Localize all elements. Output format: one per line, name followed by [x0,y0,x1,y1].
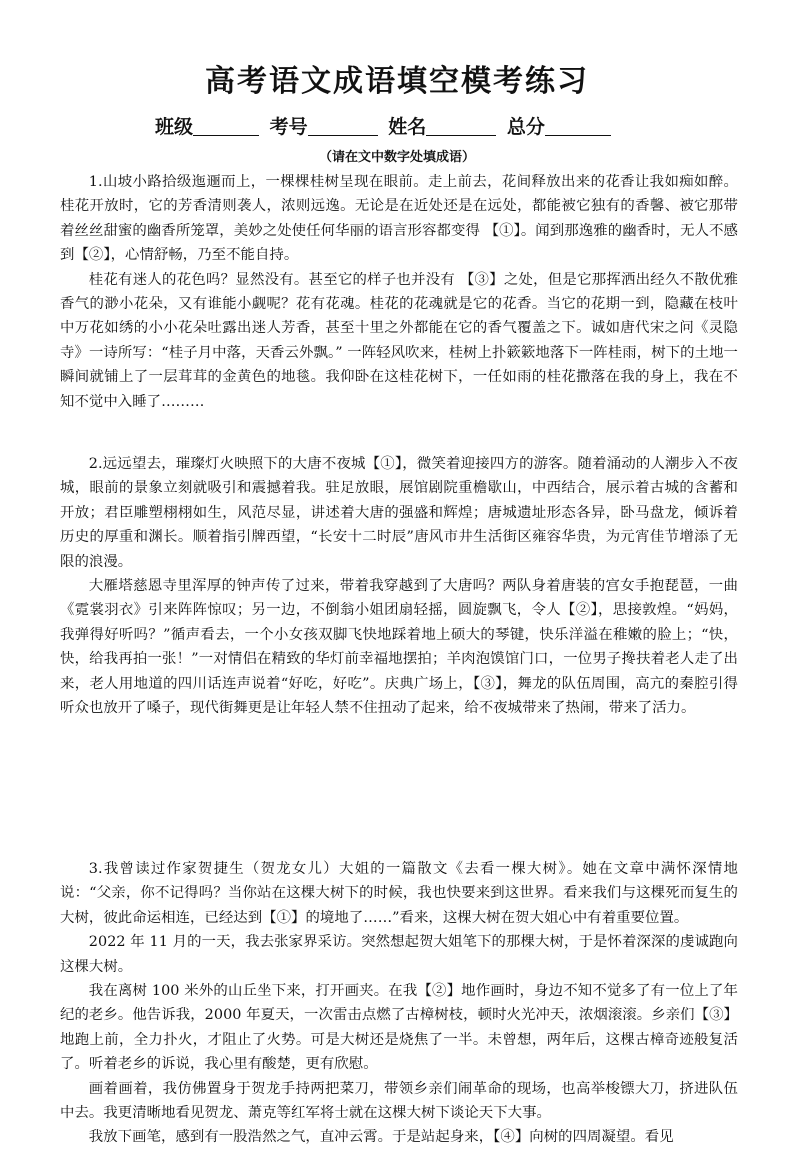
passage-paragraph: 1.山坡小路拾级迤逦而上，一棵棵桂树呈现在眼前。走上前去，花间释放出来的花香让我如痴如醉。桂花开放时，它的芳香清则袭人，浓则远逸。无论是在近处还是在远处，都能被它独有的香馨、被它那带着丝丝甜蜜的幽香所笼罩，美妙之处使任何华丽的语言形容都变得 【①】。闻到那逸雅的幽香时，无人不感到【②】，心情舒畅，乃至不能自持。 [60,174,738,264]
name-label: 姓名 [388,116,427,138]
passage-paragraph: 我放下画笔，感到有一股浩然之气，直冲云霄。于是站起身来，【④】向树的四周凝望。看见 [88,1129,674,1146]
passage-paragraph: 大雁塔慈恩寺里浑厚的钟声传了过来，带着我穿越到了大唐吗？两队身着唐装的宫女手抱琵琶，一曲《霓裳羽衣》引来阵阵惊叹；另一边，不倒翁小姐团扇轻摇，圆旋飘飞，令人【②】，思接敦煌。“妈妈，我弹得好听吗？”循声看去，一个小女孩双脚飞快地踩着地上硕大的琴键，快乐洋溢在稚嫩的脸上；“快，快，给我再拍一张！”一对情侣在精致的华灯前幸福地摆拍；羊肉泡馍馆门口，一位男子搀扶着老人走了出来，老人用地道的四川话连声说着“好吃，好吃”。庆典广场上，【③】，舞龙的队伍周围，高亢的秦腔引得听众也放开了嗓子，现代街舞更是让年轻人禁不住扭动了起来，给不夜城带来了热闹，带来了活力。 [60,578,738,717]
class-label: 班级 [155,116,194,138]
exam-number-label: 考号 [269,116,308,138]
passage-1 [60,170,738,414]
page-title: 高考语文成语填空模考练习 [205,64,589,99]
passage-paragraph: 2022 年 11 月的一天，我去张家界采访。突然想起贺大姐笔下的那棵大树，于是怀着深深的虔诚跑向这棵大树。 [60,934,738,975]
name-blank [426,113,496,136]
passage-2 [60,452,738,720]
passage-paragraph: 3.我曾读过作家贺捷生（贺龙女儿）大姐的一篇散文《去看一棵大树》。她在文章中满怀深情地说：“父亲，你不记得吗？当你站在这棵大树下的时候，我也快要来到这世界。看来我们与这棵死而复生的大树，彼此命运相连，已经达到【①】的境地了……”看来，这棵大树在贺大姐心中有着重要位置。 [60,861,738,926]
passage-paragraph: 2.远远望去，璀璨灯火映照下的大唐不夜城【①】，微笑着迎接四方的游客。随着涌动的人潮步入不夜城，眼前的景象立刻就吸引和震撼着我。驻足放眼，展馆剧院重檐歇山，中西结合，展示着古城的含蓄和开放；君臣雕塑栩栩如生，风范尽显，讲述着大唐的强盛和辉煌；唐城遗址形态各异，卧马盘龙，倾诉着历史的厚重和渊长。顺着指引牌西望，“长安十二时辰”唐风市井生活街区雍容华贵，为元宵佳节增添了无限的浪漫。 [60,456,738,570]
passage-paragraph: 画着画着，我仿佛置身于贺龙手持两把菜刀，带领乡亲们闹革命的现场，也高举梭镖大刀，挤进队伍中去。我更清晰地看见贺龙、萧克等红军将士就在这棵大树下谈论天下大事。 [60,1080,738,1122]
total-score-label: 总分 [506,116,545,138]
instruction-text: （请在文中数字处填成语） [318,150,475,165]
student-info-line [155,113,615,141]
passage-paragraph: 桂花有迷人的花色吗？显然没有。甚至它的样子也并没有 【③】之处，但是它那挥洒出经久不散优雅香气的渺小花朵，又有谁能小觑呢？花有花魂。桂花的花魂就是它的花香。当它的花期一到，隐藏在枝叶中万花如绣的小小花朵吐露出迷人芳香，甚至十里之外都能在它的香气覆盖之下。诚如唐代宋之问《灵隐寺》一诗所写：“桂子月中落，天香云外飘。” 一阵轻风吹来，桂树上扑簌簌地落下一阵桂雨，树下的土地一瞬间就铺上了一层茸茸的金黄色的地毯。我仰卧在这桂花树下，一任如雨的桂花撒落在我的身上，我在不知不觉中入睡了……… [60,271,738,410]
passage-3 [60,857,738,1150]
class-blank [193,113,259,136]
total-score-blank [545,113,611,136]
exam-number-blank [308,113,378,136]
passage-paragraph: 我在离树 100 米外的山丘坐下来，打开画夹。在我【②】地作画时，身边不知不觉多了有一位上了年纪的老乡。他告诉我，2000 年夏天，一次雷击点燃了古樟树枝，顿时火光冲天，浓烟滚滚。乡亲们【③】地跑上前，全力扑火，才阻止了火势。可是大树还是烧焦了一半。未曾想，两年后，这棵古樟奇迹般复活了。听着老乡的诉说，我心里有酸楚，更有欣慰。 [60,983,738,1073]
